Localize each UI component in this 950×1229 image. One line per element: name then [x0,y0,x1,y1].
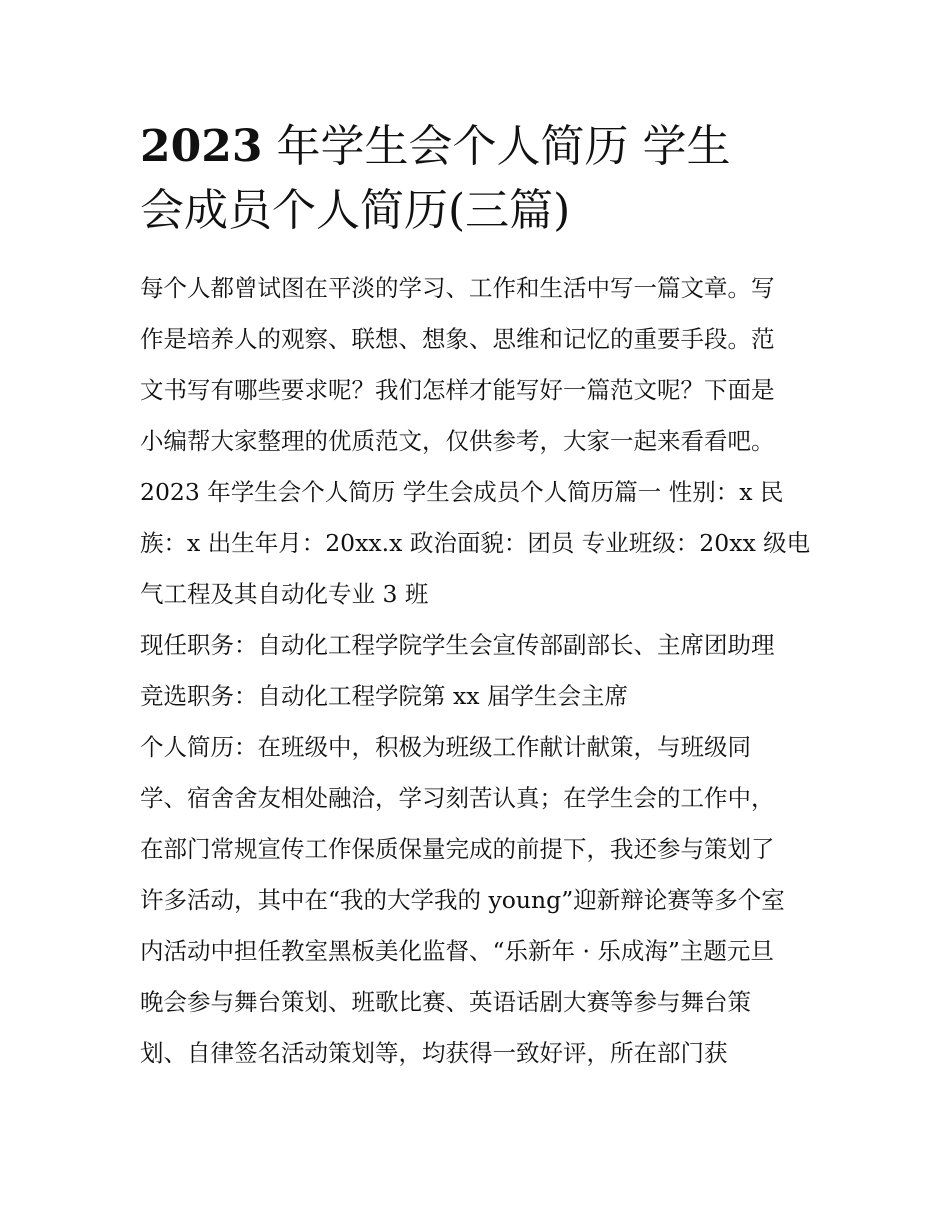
document-content [140,115,820,1079]
title-text-1: 年学生会个人简历 学生 [262,121,731,172]
body-line: 个人简历：在班级中，积极为班级工作献计献策，与班级同 [140,733,751,761]
body-line: 2023 年学生会个人简历 学生会成员个人简历篇一 性别：x 民 [140,478,784,506]
body-line: 许多活动，其中在“我的大学我的 young”迎新辩论赛等多个室 [140,886,785,914]
document-title [140,115,820,243]
title-year: 2023 [140,121,263,172]
body-line: 小编帮大家整理的优质范文，仅供参考，大家一起来看看吧。 [140,427,775,455]
body-line: 划、自律签名活动策划等，均获得一致好评，所在部门获 [140,1039,728,1067]
title-text-2: 会成员个人简历(三篇) [140,185,571,236]
document-body [140,263,820,1079]
body-line: 在部门常规宣传工作保质保量完成的前提下，我还参与策划了 [140,835,775,863]
title-line-2 [140,179,820,243]
body-line: 族：x 出生年月：20xx.x 政治面貌：团员 专业班级：20xx 级电 [140,529,811,557]
body-line: 每个人都曾试图在平淡的学习、工作和生活中写一篇文章。写 [140,274,775,302]
body-line: 学、宿舍舍友相处融洽，学习刻苦认真；在学生会的工作中， [140,784,775,812]
body-line: 现任职务：自动化工程学院学生会宣传部副部长、主席团助理 [140,631,775,659]
body-line: 晚会参与舞台策划、班歌比赛、英语话剧大赛等参与舞台策 [140,988,751,1016]
body-line: 内活动中担任教室黑板美化监督、“乐新年 · 乐成海”主题元旦 [140,937,774,965]
title-line-1 [140,115,820,179]
body-line: 气工程及其自动化专业 3 班 [140,580,429,608]
body-line: 竞选职务：自动化工程学院第 xx 届学生会主席 [140,682,628,710]
body-line: 文书写有哪些要求呢？我们怎样才能写好一篇范文呢？下面是 [140,376,775,404]
body-line: 作是培养人的观察、联想、想象、思维和记忆的重要手段。范 [140,325,775,353]
